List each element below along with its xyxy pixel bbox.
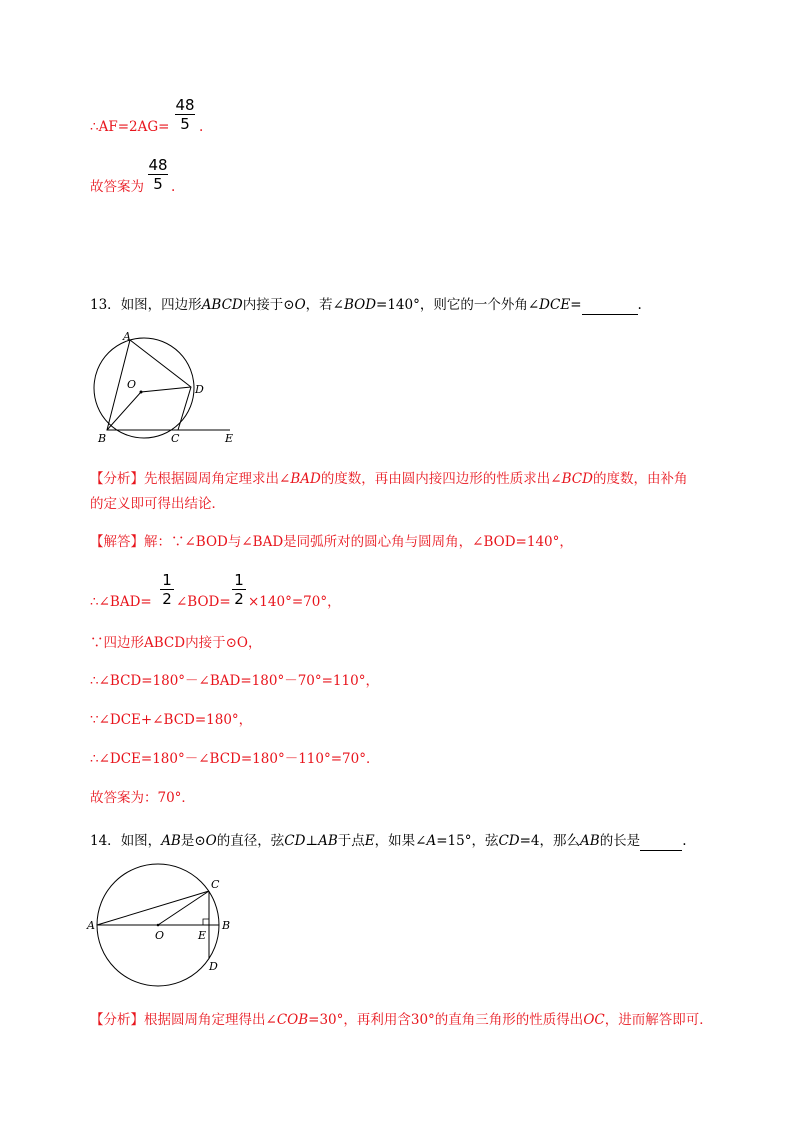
answer-blank: [640, 832, 682, 851]
label-d: D: [195, 383, 204, 396]
label-d: D: [209, 960, 218, 973]
label-c: C: [171, 432, 180, 445]
q13-solution-5: ∵∠DCE+∠BCD=180°，: [90, 712, 253, 728]
analysis-tag: 【分析】: [90, 471, 144, 487]
fraction-half-a: 1 2: [160, 572, 174, 607]
question-13: 13．如图，四边形ABCD内接于⊙O，若∠BOD=140°，则它的一个外角∠DCE= .: [90, 297, 642, 313]
fraction-numerator: 48: [148, 156, 168, 174]
q13-analysis-1: 【分析】先根据圆周角定理求出∠BAD的度数，再由圆内接四边形的性质求出∠BCD的度数，由补角: [90, 471, 688, 487]
fraction-half-b: 1 2: [232, 572, 246, 607]
fraction-numerator: 48: [175, 96, 195, 114]
question-14: 14．如图，AB是⊙O的直径，弦CD⊥AB于点E，如果∠A=15°，弦CD=4，那么AB的长是 .: [90, 833, 687, 849]
af-equation-line: [90, 118, 169, 136]
q13-analysis-2: 的定义即可得出结论．: [90, 496, 225, 512]
fraction-48-5-b: [148, 157, 168, 192]
q14-analysis: 【分析】根据圆周角定理得出∠COB=30°，再利用含30°的直角三角形的性质得出OC，进而解答即可．: [90, 1012, 713, 1028]
q13-answer: 故答案为：70°．: [90, 790, 195, 806]
analysis-tag: 【分析】: [90, 1012, 144, 1028]
label-c: C: [211, 878, 220, 891]
label-e: E: [198, 929, 207, 942]
label-e: E: [225, 432, 234, 445]
question-number: 14．: [90, 833, 121, 849]
fraction-denominator: 5: [153, 175, 163, 193]
label-a: A: [123, 330, 131, 343]
q14-circle-figure: [85, 862, 245, 992]
answer-suffix-top: .: [171, 179, 176, 195]
af-equation-prefix: ∴AF=2AG=: [90, 119, 170, 135]
right-angle-mark: [203, 919, 209, 925]
q13-solution-2a: ∴∠BAD=: [90, 594, 152, 610]
af-equation-suffix: .: [199, 119, 204, 135]
q13-solution-6: ∴∠DCE=180°－∠BCD=180°－110°=70°．: [90, 751, 380, 767]
solution-tag: 【解答】: [90, 534, 144, 550]
answer-prefix: 故答案为: [90, 179, 144, 195]
answer-line-top: [90, 178, 144, 196]
q13-solution-2c: ×140°=70°，: [248, 594, 341, 610]
label-b: B: [98, 432, 107, 445]
q13-solution-4: ∴∠BCD=180°－∠BAD=180°－70°=110°，: [90, 673, 379, 689]
q13-solution-3: ∵四边形ABCD内接于⊙O，: [90, 635, 262, 651]
fraction-48-5-a: [175, 97, 195, 132]
label-a: A: [87, 919, 95, 932]
label-b: B: [222, 919, 231, 932]
label-o: O: [155, 929, 165, 942]
q13-solution-1: 【解答】解：∵∠BOD与∠BAD是同弧所对的圆心角与圆周角，∠BOD=140°，: [90, 534, 573, 550]
center-dot: [140, 391, 143, 394]
q13-circle-figure: [85, 330, 245, 445]
chord-ac: [97, 891, 209, 925]
question-number: 13．: [90, 297, 121, 313]
q13-solution-2b: ∠BOD=: [176, 594, 231, 610]
radius-bod: [107, 387, 191, 430]
fraction-denominator: 5: [180, 115, 190, 133]
label-o: O: [127, 378, 137, 391]
answer-blank: [582, 296, 638, 315]
center-dot: [157, 924, 160, 927]
radius-oc: [158, 891, 209, 925]
